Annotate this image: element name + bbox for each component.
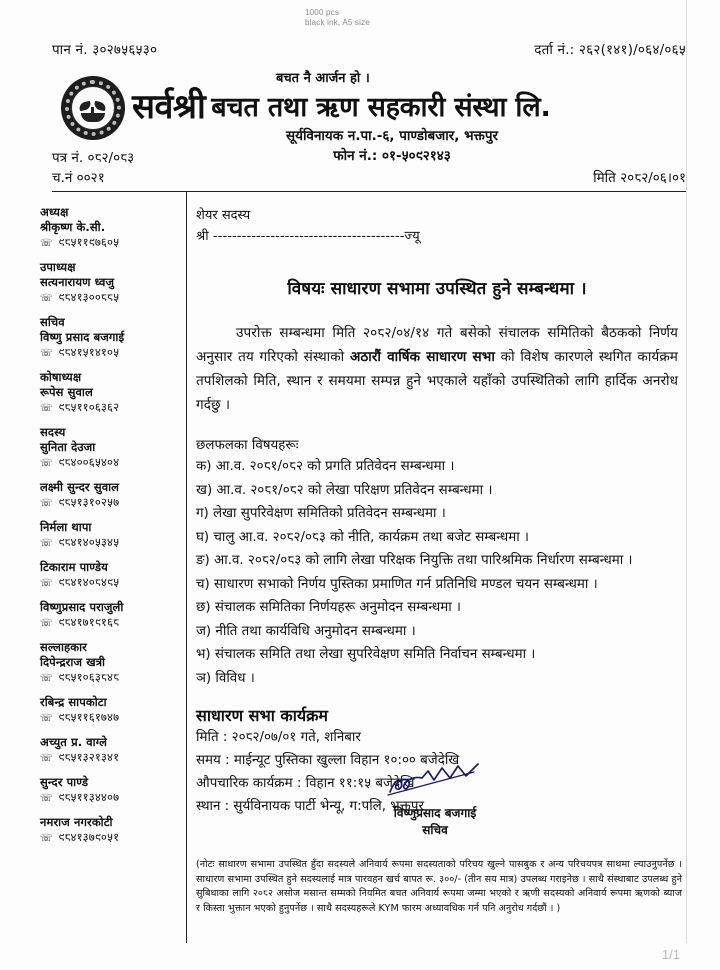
officer-name: सुन्दर पाण्डे [40, 775, 89, 789]
officer-phone: ☏ ९८५११६१७४७ [40, 710, 120, 724]
paragraph-highlight: अठारौं वार्षिक साधारण सभा [349, 349, 495, 365]
officer-phone: ☏ ९८४१७१९१६८ [40, 615, 120, 629]
officer-entry [40, 370, 182, 416]
officer-phone: ☏ ९८५११०६३६२ [40, 400, 120, 414]
program-line: समय : माईन्यूट पुस्तिका खुल्ला विहान १०:०० बजेदेखि [196, 753, 460, 768]
signatory-role: सचिव [422, 823, 448, 837]
phone-icon: ☏ [40, 713, 53, 724]
officer-entry [40, 520, 182, 551]
officer-entry [40, 205, 182, 251]
officer-name: श्रीकृष्ण के.सी. [40, 220, 106, 234]
officer-name: सत्यनारायण ध्वजु [40, 275, 115, 289]
officer-name: निर्मला थापा [40, 520, 92, 534]
organization-slogan: बचत नै आर्जन हो । [276, 71, 370, 86]
officer-phone: ☏ ९८४००६५४०४ [40, 455, 120, 469]
phone-icon: ☏ [40, 458, 53, 469]
officer-phone: ☏ ९८४१४०५३४५ [40, 535, 120, 549]
officer-phone: ☏ ९८४१३००८८५ [40, 290, 120, 304]
phone-icon: ☏ [40, 793, 53, 804]
sidebar-divider [186, 191, 187, 943]
officer-entry [40, 560, 182, 591]
letter-footnote: (नोटः साधारण सभामा उपस्थित हुँदा सदस्यले अनिवार्य रूपमा सदस्यताको परिचय खुल्ने पासबुक र अन्य परिचयपत्र साथमा ल्याउनुपर्नेछ । साधारण सभामा उपस्थित हुने सदस्यलाई मात्र पारवहन खर्च बापत रू. ३००/- (तीन सय मात्र) उपलब्ध गराइनेछ । साथै संस्थाबाट उपलब्ध हुने सुबिधाका लागि २०८२ असोज मसान्त सम्मको नियमित बचत अनिवार्य रूपमा जम्मा भएको र ऋणी सदस्यको अनिवार्य रूपमा ऋणको ब्याज र किस्ता भुक्तान भएको हुनुपर्नेछ । साथै सदस्यहरूले KYM फारम अध्यावधिक गर्न पनि अनुरोध गर्दछौं । ) [196, 859, 682, 914]
pan-number: पान नं. ३०२७५६५३० [52, 42, 158, 58]
officer-role: सल्लाहकार [40, 640, 87, 654]
phone-icon: ☏ [40, 673, 53, 684]
page-frame-right [686, 0, 687, 943]
officer-name: विष्णु प्रसाद बजगाई [40, 330, 125, 344]
addressee-label: शेयर सदस्य [196, 208, 251, 223]
phone-icon: ☏ [40, 348, 53, 359]
officer-name: नमराज नगरकोटी [40, 815, 113, 829]
agenda-item: ङ) आ.व. २०८२/०८३ को लागि लेखा परिक्षक नियुक्ति तथा पारिश्रमिक निर्धारण सम्बन्धमा । [196, 553, 633, 568]
organization-phone: फोन नं.: ०१-५०९२१४३ [333, 148, 451, 164]
brand-rest-text: बचत तथा ऋण सहकारी संस्था लि. [211, 92, 551, 123]
officer-phone: ☏ ९८५१३२१३४१ [40, 750, 120, 764]
program-line: मिति : २०८२/०७/०१ गते, शनिबार [196, 730, 361, 745]
phone-icon: ☏ [40, 833, 53, 844]
agenda-item: ज) नीति तथा कार्यविधि अनुमोदन सम्बन्धमा । [196, 623, 416, 639]
officer-name: टिकाराम पाण्डेय [40, 560, 108, 574]
officer-role: कोषाध्यक्ष [40, 370, 82, 384]
agenda-list [196, 455, 678, 690]
officer-role: सदस्य [40, 425, 66, 439]
letter-date: मिति २०८२/०६।०१ [593, 170, 686, 186]
print-quantity: 1000 pcs [305, 8, 340, 17]
phone-icon: ☏ [40, 238, 53, 249]
registration-number: दर्ता नं.: २६२(१४१)/०६४/०६५ [534, 42, 686, 58]
program-line: औपचारिक कार्यक्रम : विहान ११:१५ बजेदेखि [196, 776, 415, 791]
agenda-title: छलफलका विषयहरूः [196, 438, 299, 453]
paragraph-part-one: उपरोक्त सम्बन्धमा मिति २०८२/०४/१४ गते बसेको संचालक समितिको बैठकको निर्णय अनुसार तय गरिएको संस्थाको [196, 325, 678, 365]
officer-name: सुनिता देउजा [40, 440, 96, 454]
officer-name: रूपेस सुवाल [40, 385, 93, 399]
agenda-item: ख) आ.व. २०८१/०८२ को लेखा परिक्षण प्रतिवेदन सम्बन्धमा । [196, 482, 493, 498]
officer-name: अच्युत प्र. वाग्ले [40, 735, 107, 749]
agenda-item: छ) संचालक समितिका निर्णयहरू अनुमोदन सम्बन्धमा । [196, 600, 462, 615]
officer-entry [40, 480, 182, 511]
print-ink-size: black ink, A5 size [305, 18, 370, 27]
officer-name: दिपेन्द्रराज खत्री [40, 655, 106, 669]
signature-block [370, 756, 500, 838]
paragraph-part-two: को विशेष कारणले स्थगित कार्यक्रम तपशिलको मिति, स्थान र समयमा सम्पन्न हुने भएकाले यहाँको उपस्थितिको लागि हार्दिक अनरोध गर्दछु । [196, 349, 678, 413]
officer-name: विष्णुप्रसाद पराजुली [40, 600, 124, 614]
officer-phone: ☏ ९८५११९७६०५ [40, 235, 120, 249]
officer-entry [40, 260, 182, 306]
officer-entry [40, 815, 182, 846]
agenda-item: ञ) विविध । [196, 670, 255, 686]
officer-role: अध्यक्ष [40, 205, 69, 219]
agenda-item: क) आ.व. २०८१/०८२ को प्रगति प्रतिवेदन सम्बन्धमा । [196, 459, 455, 474]
phone-icon: ☏ [40, 538, 53, 549]
handwritten-signature-icon [382, 756, 488, 800]
officer-phone: ☏ ९८४१५१४१०५ [40, 345, 120, 359]
identifier-row [0, 40, 720, 58]
phone-icon: ☏ [40, 293, 53, 304]
officer-entry [40, 425, 182, 471]
phone-icon: ☏ [40, 578, 53, 589]
program-line: स्थान : सुर्यविनायक पार्टी भेन्यू, ग:पलि, भक्तपुर [196, 799, 424, 814]
organization-name [132, 82, 712, 128]
agenda-item: घ) चालु आ.व. २०८२/०८३ को नीति, कार्यक्रम तथा बजेट सम्बन्धमा । [196, 529, 530, 545]
brand-mark-text: सर्वश्री [132, 87, 206, 127]
officer-phone: ☏ ९८५१०६३८४८ [40, 670, 120, 684]
officer-entry [40, 735, 182, 766]
letter-paragraph [196, 321, 678, 417]
phone-icon: ☏ [40, 498, 53, 509]
officer-entry [40, 695, 182, 726]
phone-icon: ☏ [40, 403, 53, 414]
officer-entry [40, 775, 182, 806]
officer-name: रबिन्द्र सापकोटा [40, 695, 107, 709]
chalani-number: च.नं ००२१ [52, 170, 105, 186]
officer-entry [40, 640, 182, 686]
officer-phone: ☏ ९८५११३४४०७ [40, 790, 120, 804]
addressee-name-field: श्री ----------------------------------------ज्यू [196, 229, 420, 244]
agenda-item: ग) लेखा सुपरिवेक्षण समितिको प्रतिवेदन सम्बन्धमा । [196, 506, 446, 521]
print-specification-note [305, 8, 370, 28]
officer-role: उपाध्यक्ष [40, 260, 76, 274]
page-indicator: 1/1 [661, 947, 680, 962]
program-title: साधारण सभा कार्यक्रम [196, 706, 328, 725]
officer-entry [40, 315, 182, 361]
agenda-item: भ) संचालक समिति तथा लेखा सुपरिवेक्षण समिति निर्वाचन सम्बन्धमा । [196, 647, 536, 662]
agenda-item: च) साधारण सभाको निर्णय पुस्तिका प्रमाणित गर्न प्रतिनिधि मण्डल चयन सम्बन्धमा । [196, 576, 598, 592]
officer-name: लक्ष्मी सुन्दर सुवाल [40, 480, 120, 494]
letter-subject: विषयः साधारण सभामा उपस्थित हुने सम्बन्धमा । [287, 279, 587, 299]
officer-role: सचिव [40, 315, 65, 329]
officer-entry [40, 600, 182, 631]
organization-address: सूर्यविनायक न.पा.-६, पाण्डोबजार, भक्तपुर [285, 128, 499, 144]
letter-body [196, 205, 678, 818]
phone-icon: ☏ [40, 618, 53, 629]
cooperative-logo-icon [57, 70, 129, 148]
officers-sidebar [40, 205, 182, 855]
signatory-name: विष्णुप्रसाद बजगाई [393, 806, 477, 820]
letter-number: पत्र नं. ०८२/०८३ [52, 150, 135, 166]
officer-phone: ☏ ९८५१३१०२५७ [40, 495, 120, 509]
phone-icon: ☏ [40, 753, 53, 764]
header-divider [52, 191, 686, 192]
officer-phone: ☏ ९८४१३७९०५१ [40, 830, 120, 844]
officer-phone: ☏ ९८४१४०८४९५ [40, 575, 120, 589]
